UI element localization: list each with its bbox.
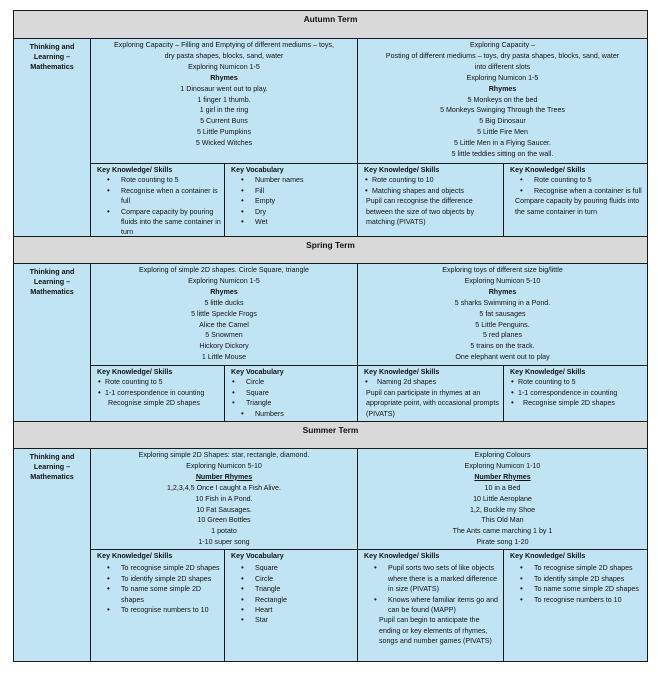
rhyme-line: 1 Dinosaur went out to play.	[180, 84, 268, 93]
rhymes-heading: Rhymes	[488, 287, 517, 296]
subject-line: Thinking and	[29, 42, 75, 51]
skill-text: Compare capacity by pouring fluids into the same container in turn	[515, 197, 640, 216]
vocab-item: • Wet	[232, 217, 354, 227]
subject-line: Thinking and	[29, 452, 75, 461]
skill-item: • Knows where familiar items go and can be found (MAPP)	[365, 595, 500, 616]
vocab-heading: Key Vocabulary	[231, 552, 284, 560]
autumn-term-title: Autumn Term	[303, 14, 358, 24]
rhyme-line: 5 Snowmen	[205, 331, 243, 340]
vocab-item: • Square	[232, 388, 354, 398]
skill-item: • To recognise simple 2D shapes	[98, 563, 221, 573]
rhyme-line: 10 Fish in A Pond.	[195, 494, 253, 503]
activity-line: dry pasta shapes, blocks, sand, water	[164, 51, 284, 60]
vocab-item: • Rectangle	[232, 595, 354, 605]
subject-label	[14, 264, 91, 421]
vocab-item: • Triangle	[232, 584, 354, 594]
skill-text: Recognise simple 2D shapes	[108, 399, 200, 408]
skill-item: • To identify simple 2D shapes	[511, 574, 644, 584]
skills-heading: Key Knowledge/ Skills	[364, 552, 440, 560]
skill-item: • Naming 2d shapes	[365, 377, 500, 387]
summer-term-header	[14, 422, 647, 449]
vocab-heading: Key Vocabulary	[231, 166, 284, 174]
activity-line: Exploring Numicon 5-10	[186, 461, 262, 470]
skills-heading: Key Knowledge/ Skills	[510, 552, 586, 560]
rhyme-line: 10 Green Bottles	[197, 516, 251, 525]
rhyme-line: 1 finger 1 thumb.	[197, 95, 251, 104]
rhyme-line: 1,2, Buckle my Shoe	[469, 505, 536, 514]
activity-line: Exploring Numicon 1-5	[188, 62, 260, 71]
skill-item: • Compare capacity by pouring fluids into the same container in turn	[98, 207, 221, 238]
rhyme-line: 5 Wicked Witches	[195, 139, 253, 148]
subject-line: Thinking and	[29, 267, 75, 276]
rhyme-line: 5 little ducks	[204, 298, 244, 307]
rhyme-line: 1 potato	[211, 527, 237, 536]
skill-item: • Recognise simple 2D shapes	[511, 398, 644, 408]
spring-skills-right2	[503, 365, 647, 421]
activity-line: Exploring of simple 2D shapes. Circle Square, triangle	[139, 266, 309, 274]
rhyme-line: One elephant went out to play	[455, 353, 550, 362]
vocab-item: • Empty	[232, 196, 354, 206]
rhyme-line: 1 girl in the ring	[199, 106, 249, 115]
summer-section	[14, 449, 647, 661]
spring-term-title: Spring Term	[306, 240, 355, 250]
autumn-section	[14, 39, 647, 237]
rhyme-line: 10 in a Bed	[484, 483, 521, 492]
vocab-heading: Key Vocabulary	[231, 368, 284, 376]
skills-heading: Key Knowledge/ Skills	[510, 166, 586, 174]
rhyme-line: 5 Big Dinosaur	[479, 117, 526, 126]
skills-heading: Key Knowledge/ Skills	[97, 166, 173, 174]
rhyme-line: 10 Fat Sausages.	[196, 505, 252, 514]
autumn-left-activities	[91, 39, 357, 163]
vocab-item: • Heart	[232, 605, 354, 615]
rhyme-line: Alice the Camel	[199, 320, 249, 329]
rhyme-line: 5 Little Penguins.	[475, 320, 530, 329]
rhymes-heading: Rhymes	[488, 84, 517, 93]
summer-skills-left	[91, 549, 224, 661]
skill-item: • 1-1 correspondence in counting	[98, 388, 221, 398]
rhymes-heading: Number Rhymes	[474, 472, 531, 481]
vocab-item: • Square	[232, 563, 354, 573]
spring-section	[14, 264, 647, 422]
vocab-item: • Numbers	[232, 409, 354, 419]
summer-skills-right1	[357, 549, 503, 661]
summer-term-title: Summer Term	[302, 425, 359, 435]
rhyme-line: 1-10 super song	[198, 538, 250, 547]
activity-line: Posting of different mediums – toys, dry pasta shapes, blocks, sand, water	[385, 51, 620, 60]
rhyme-line: 5 sharks Swimming in a Pond.	[454, 298, 551, 307]
rhyme-line: 5 Monkeys on the bed	[467, 95, 538, 104]
skills-heading: Key Knowledge/ Skills	[364, 166, 440, 174]
activity-line: Exploring Capacity – Filling and Emptying of different mediums – toys,	[114, 41, 334, 49]
activity-line: Exploring Capacity –	[469, 41, 536, 49]
activity-line: Exploring Numicon 5-10	[464, 276, 541, 285]
rhyme-line: This Old Man	[481, 516, 524, 525]
rhymes-heading: Rhymes	[210, 73, 238, 82]
vocab-item: • Dry	[232, 207, 354, 217]
subject-line: Learning –	[33, 277, 71, 287]
skill-item: • Pupil sorts two sets of like objects where there is a marked difference in size (PIVATS)	[365, 563, 500, 594]
rhyme-line: 5 trains on the track.	[470, 342, 535, 351]
activity-line: Exploring toys of different size big/little	[442, 266, 563, 274]
rhymes-heading: Rhymes	[210, 287, 238, 296]
subject-label	[14, 39, 91, 236]
activity-line: Exploring Colours	[474, 451, 531, 459]
skills-heading: Key Knowledge/ Skills	[510, 368, 586, 376]
autumn-skills-right1	[357, 163, 503, 236]
spring-left-activities	[91, 264, 357, 365]
subject-line: Learning –	[33, 52, 71, 62]
activity-line: into different slots	[474, 62, 531, 71]
skills-heading: Key Knowledge/ Skills	[97, 552, 173, 560]
skill-item: • Rote counting to 5	[511, 377, 644, 387]
rhyme-line: 5 Current Buns	[200, 117, 248, 126]
summer-skills-right2	[503, 549, 647, 661]
spring-skills-right1	[357, 365, 503, 421]
skills-heading: Key Knowledge/ Skills	[97, 368, 173, 376]
spring-right-activities	[357, 264, 647, 365]
skills-heading: Key Knowledge/ Skills	[364, 368, 440, 376]
subject-line: Mathematics	[30, 287, 74, 297]
subject-label	[14, 449, 91, 661]
rhyme-line: Hickory Dickory	[199, 342, 249, 351]
skill-item: • To recognise numbers to 10	[511, 595, 644, 605]
summer-right-activities	[357, 449, 647, 549]
autumn-vocab	[224, 163, 357, 236]
rhymes-heading: Number Rhymes	[195, 472, 253, 481]
activity-line: Exploring Numicon 1-5	[188, 276, 260, 285]
skill-item: • To name some simple 2D shapes	[98, 584, 221, 605]
rhyme-line: Pirate song 1-20	[476, 538, 529, 547]
skill-item: • Rote counting to 5	[98, 377, 221, 387]
rhyme-line: 5 Little Men in a Flying Saucer.	[454, 139, 551, 148]
activity-line: Exploring simple 2D Shapes: star, rectangle, diamond.	[138, 451, 310, 459]
skill-item: • To recognise numbers to 10	[98, 605, 221, 615]
skill-item: • Rote counting to 10	[365, 175, 500, 185]
spring-term-header	[14, 237, 647, 264]
rhyme-line: 1 Little Mouse	[201, 353, 247, 362]
activity-line: Exploring Numicon 1-5	[466, 73, 539, 82]
skill-item: • Rote counting to 5	[98, 175, 221, 185]
autumn-skills-left	[91, 163, 224, 236]
vocab-item: • Number names	[232, 175, 354, 185]
skill-text: Pupil can participate in rhymes at an appropriate point, with occasional prompts (PIVATS)	[366, 388, 499, 418]
autumn-skills-right2	[503, 163, 647, 236]
autumn-term-header	[14, 11, 647, 39]
rhyme-line: 5 Little Pumpkins	[196, 128, 252, 137]
vocab-item: • Fill	[232, 186, 354, 196]
rhyme-line: 5 Little Fire Men	[477, 128, 528, 137]
skill-item: • To name some simple 2D shapes	[511, 584, 644, 594]
skill-item: • 1-1 correspondence in counting	[511, 388, 644, 398]
skill-item: • Recognise when a container is full	[98, 186, 221, 207]
rhyme-line: 5 red planes	[482, 331, 523, 340]
rhyme-line: 5 little teddies sitting on the wall.	[451, 150, 554, 159]
rhyme-line: 5 little Speckle Frogs	[191, 309, 257, 318]
autumn-right-activities	[357, 39, 647, 163]
vocab-item: • Triangle	[232, 398, 354, 408]
vocab-item: • Star	[232, 615, 354, 625]
skill-item: • Matching shapes and objects	[365, 186, 500, 196]
skill-text: Pupil can recognise the difference between the size of two objects by matching (PIVATS)	[366, 197, 475, 227]
rhyme-line: 5 fat sausages	[479, 309, 526, 318]
skill-item: • Recognise when a container is full	[511, 186, 644, 196]
spring-vocab	[224, 365, 357, 421]
subject-line: Mathematics	[30, 472, 74, 482]
vocab-item: • Circle	[232, 377, 354, 387]
subject-line: Learning –	[33, 462, 71, 472]
curriculum-table	[13, 10, 648, 662]
skill-item: • To recognise simple 2D shapes	[511, 563, 644, 573]
spring-skills-left	[91, 365, 224, 421]
subject-line: Mathematics	[30, 62, 74, 72]
rhyme-line: The Ants came marching 1 by 1	[452, 527, 553, 536]
skill-text: Pupil can begin to anticipate the ending or key elements of rhymes, songs and number games (PIVATS)	[379, 616, 492, 646]
rhyme-line: 5 Monkeys Swinging Through the Trees	[440, 106, 565, 115]
skill-item: • Rote counting to 5	[511, 175, 644, 185]
activity-line: Exploring Numicon 1-10	[464, 461, 541, 470]
summer-vocab	[224, 549, 357, 661]
vocab-item: • Circle	[232, 574, 354, 584]
rhyme-line: 10 Little Aeroplane	[473, 494, 532, 503]
rhyme-line: 1,2,3,4,5 Once I caught a Fish Alive.	[167, 483, 281, 492]
summer-left-activities	[91, 449, 357, 549]
skill-item: • To identify simple 2D shapes	[98, 574, 221, 584]
